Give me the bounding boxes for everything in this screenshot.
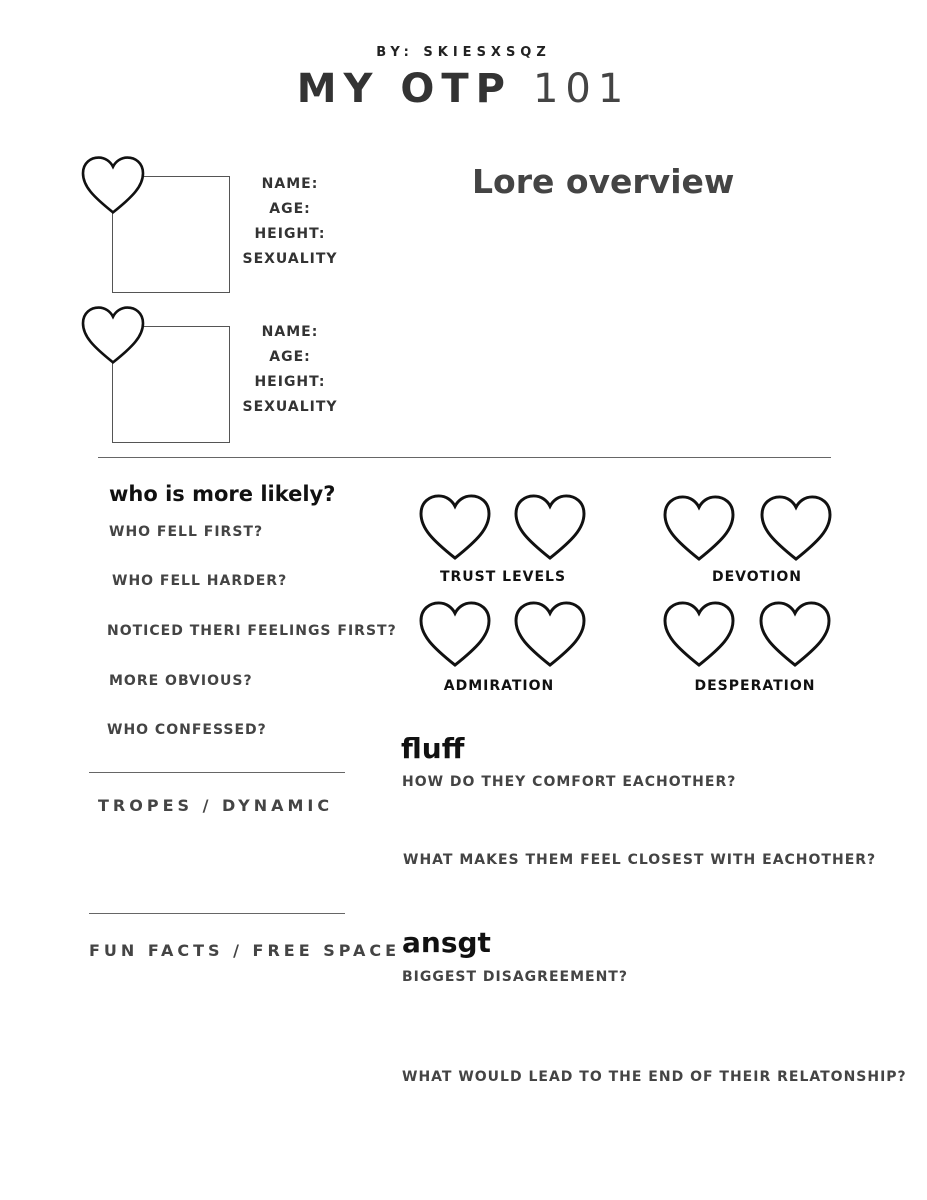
height-label: HEIGHT: [254, 374, 326, 390]
heart-icon[interactable] [757, 494, 835, 562]
meter-label-devotion: DEVOTION [711, 569, 803, 585]
heart-icon[interactable] [660, 494, 738, 562]
likely-question: WHO CONFESSED? [107, 722, 267, 738]
title-light: 101 [532, 66, 631, 112]
lore-overview-title: Lore overview [472, 162, 735, 201]
heart-icon [79, 305, 147, 365]
likely-question: MORE OBVIOUS? [109, 673, 253, 689]
height-label: HEIGHT: [254, 226, 326, 242]
likely-question: WHO FELL FIRST? [109, 524, 264, 540]
character-2-fields [235, 320, 345, 420]
heart-icon[interactable] [416, 493, 494, 561]
meter-label-admiration: ADMIRATION [443, 678, 555, 694]
heart-icon[interactable] [660, 600, 738, 668]
page-title [0, 66, 927, 112]
likely-question: NOTICED THERI FEELINGS FIRST? [107, 623, 397, 639]
heart-icon[interactable] [756, 600, 834, 668]
tropes-title: TROPES / DYNAMIC [98, 796, 334, 815]
angst-question: WHAT WOULD LEAD TO THE END OF THEIR RELATONSHIP? [402, 1069, 907, 1085]
age-label: AGE: [269, 201, 311, 217]
sexuality-label: SEXUALITY [242, 399, 338, 415]
likely-title: who is more likely? [109, 482, 336, 506]
angst-question: BIGGEST DISAGREEMENT? [402, 969, 628, 985]
name-label: NAME: [261, 324, 319, 340]
name-label: NAME: [261, 176, 319, 192]
tropes-divider [89, 772, 345, 773]
likely-question: WHO FELL HARDER? [112, 573, 288, 589]
heart-icon [79, 155, 147, 215]
title-bold: MY OTP [296, 66, 512, 112]
fun-facts-divider [89, 913, 345, 914]
sexuality-label: SEXUALITY [242, 251, 338, 267]
age-label: AGE: [269, 349, 311, 365]
heart-icon[interactable] [416, 600, 494, 668]
fluff-title: fluff [401, 732, 465, 765]
fun-facts-title: FUN FACTS / FREE SPACE [89, 941, 401, 960]
meter-label-desperation: DESPERATION [694, 678, 816, 694]
author-byline: BY: SKIESXSQZ [376, 45, 551, 60]
angst-title: ansgt [402, 926, 491, 959]
main-divider [98, 457, 831, 458]
fluff-question: WHAT MAKES THEM FEEL CLOSEST WITH EACHOTHER? [403, 852, 877, 868]
fluff-question: HOW DO THEY COMFORT EACHOTHER? [402, 774, 737, 790]
heart-icon[interactable] [511, 493, 589, 561]
meter-label-trust: TRUST LEVELS [439, 569, 567, 585]
heart-icon[interactable] [511, 600, 589, 668]
character-1-fields [235, 172, 345, 272]
